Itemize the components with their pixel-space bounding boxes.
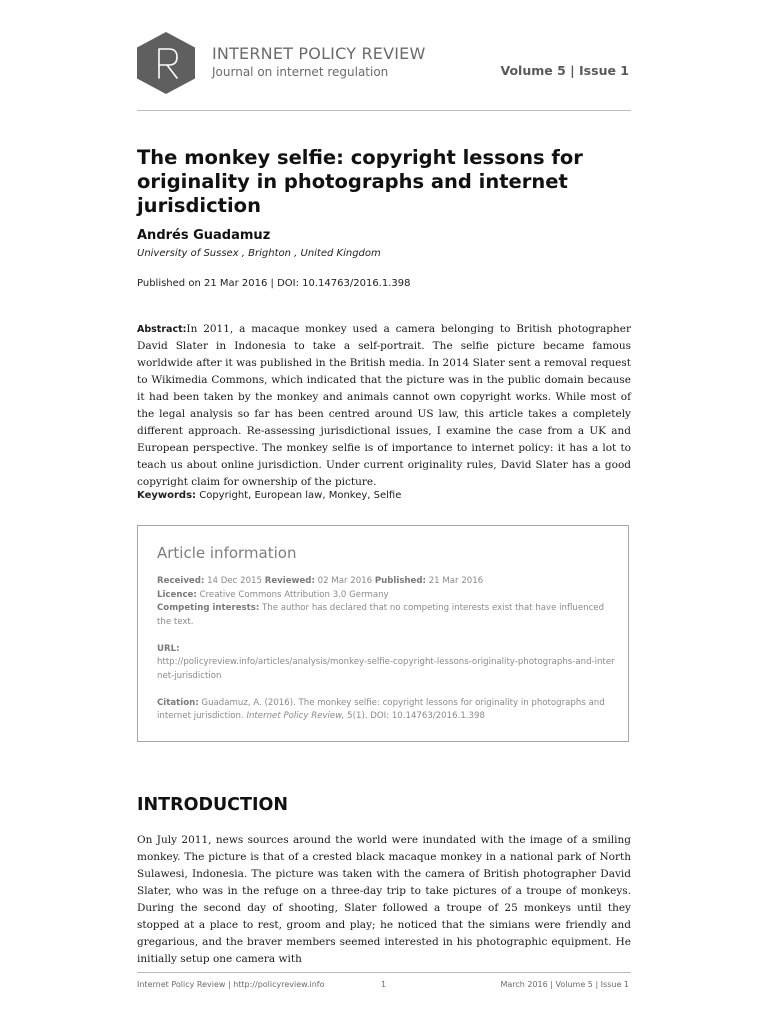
journal-subtitle: Journal on internet regulation <box>212 65 389 79</box>
licence-label: Licence: <box>157 589 197 600</box>
page-number: 1 <box>381 980 387 989</box>
reviewed-label: Reviewed: <box>264 576 315 586</box>
citation-doi: 5(1). DOI: 10.14763/2016.1.398 <box>347 711 485 721</box>
competing-interests-value: The author has declared that no competing interests exist that have influenced the text. <box>157 603 605 627</box>
keywords <box>137 490 401 501</box>
author-affiliation: University of Sussex , Brighton , United Kingdom <box>137 248 381 259</box>
hexagon-r-logo-icon <box>137 32 195 94</box>
article-information-box <box>137 525 629 742</box>
footer-divider <box>137 972 631 973</box>
keywords-list: Copyright, European law, Monkey, Selfie <box>199 490 402 501</box>
url-label: URL: <box>157 643 180 654</box>
licence-value: Creative Commons Attribution 3.0 Germany <box>199 589 389 600</box>
introduction-paragraph: On July 2011, news sources around the world were inundated with the image of a smiling monkey. The picture is that of a crested black macaque monkey in a national park of North Sulawesi, Indonesia. The picture was taken with the camera of British photographer David Slater, who was in the refuge on a three-day trip to take pictures of a troupe of monkeys. During the second day of shooting, Slater followed a troupe of 25 monkeys until they stopped at a place to rest, groom and play; he noticed that the simians were friendly and gregarious, and the braver members seemed interested in his photographic equipment. He initially setup one camera with <box>137 834 631 965</box>
abstract <box>137 321 631 491</box>
abstract-text: In 2011, a macaque monkey used a camera belonging to British photographer David Slater in Indonesia to take a self-portrait. The selfie picture became famous worldwide after it was published in the British media. In 2014 Slater sent a removal request to Wikimedia Commons, which indicated that the picture was in the public domain because it had been taken by the monkey and animals cannot own copyright works. While most of the legal analysis so far has been centred around US law, this article takes a completely different approach. Re-assessing jurisdictional issues, I examine the case from a UK and European perspective. The monkey selfie is of importance to internet policy: it has a lot to teach us about online jurisdiction. Under current originality rules, David Slater has a good copyright claim for ownership of the picture. <box>137 323 631 488</box>
citation-journal: Internet Policy Review, <box>246 711 345 721</box>
journal-name: INTERNET POLICY REVIEW <box>212 44 426 63</box>
reviewed-date: 02 Mar 2016 <box>317 576 373 586</box>
licence-line <box>157 589 615 603</box>
received-label: Received: <box>157 576 205 586</box>
issue-label: Volume 5 | Issue 1 <box>500 63 629 78</box>
article-url-link[interactable]: http://policyreview.info/articles/analysis/monkey-selfie-copyright-lessons-originality-photographs-and-internet-jurisdiction <box>157 657 615 681</box>
publication-info: Published on 21 Mar 2016 | DOI: 10.14763/2016.1.398 <box>137 278 411 289</box>
abstract-label: Abstract: <box>137 324 187 335</box>
paper-page <box>137 0 631 1024</box>
author-name: Andrés Guadamuz <box>137 228 271 243</box>
citation-text: Guadamuz, A. (2016). The monkey selfie: copyright lessons for originality in photographs and internet jurisdiction. <box>157 697 605 721</box>
citation-label: Citation: <box>157 697 199 708</box>
introduction-heading: INTRODUCTION <box>137 795 288 815</box>
dates-line <box>157 575 615 589</box>
competing-interests-label: Competing interests: <box>157 603 260 613</box>
keywords-label: Keywords: <box>137 490 197 501</box>
article-information-title: Article information <box>157 544 297 562</box>
article-title: The monkey selfie: copyright lessons for originality in photographs and internet jurisdiction <box>137 146 583 217</box>
article-information-body <box>157 575 615 724</box>
footer-journal-link: Internet Policy Review | http://policyreview.info <box>137 980 325 989</box>
competing-interests-line <box>157 602 615 629</box>
footer-issue: March 2016 | Volume 5 | Issue 1 <box>500 980 629 989</box>
published-date: 21 Mar 2016 <box>428 576 484 586</box>
header-divider <box>137 110 631 111</box>
received-date: 14 Dec 2015 <box>207 576 262 586</box>
citation-line <box>157 697 615 724</box>
published-label: Published: <box>374 576 426 586</box>
